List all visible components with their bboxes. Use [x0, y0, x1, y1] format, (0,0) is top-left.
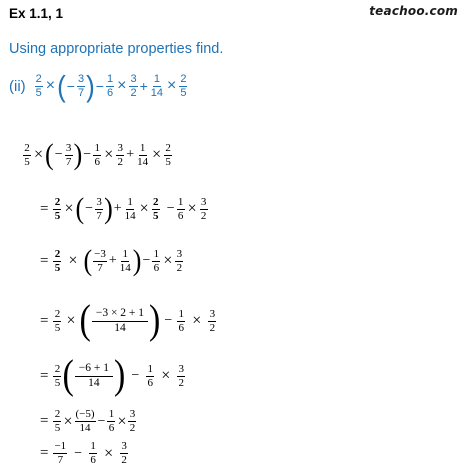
fraction	[77, 74, 85, 99]
fraction	[53, 249, 61, 274]
minus-sign: −	[166, 201, 175, 216]
minus-sign: −	[85, 201, 94, 216]
fraction	[124, 197, 137, 222]
fraction	[208, 309, 216, 334]
right-paren: )	[86, 68, 95, 104]
denominator: 5	[165, 155, 171, 168]
equals-sign: =	[40, 200, 49, 217]
times-sign: ×	[152, 146, 162, 163]
denominator: 5	[54, 321, 61, 334]
denominator: 6	[178, 321, 185, 334]
solution-line-6	[40, 409, 137, 434]
fraction	[106, 74, 114, 99]
numerator: 2	[35, 72, 42, 85]
equals-sign: =	[40, 367, 49, 384]
numerator: 2	[152, 195, 159, 208]
times-sign: ×	[187, 200, 197, 217]
fraction	[75, 363, 113, 390]
times-sign: ×	[68, 252, 78, 269]
times-sign: ×	[104, 146, 114, 163]
fraction	[177, 309, 185, 334]
numerator: −6 + 1	[75, 363, 113, 378]
fraction	[175, 249, 183, 274]
solution-line-1	[22, 137, 173, 172]
fraction	[75, 409, 96, 434]
right-paren: )	[73, 137, 83, 172]
numerator: 3	[176, 247, 183, 260]
times-sign: ×	[34, 146, 44, 163]
left-paren: (	[79, 298, 91, 343]
right-paren: )	[132, 243, 142, 278]
left-paren: (	[57, 68, 66, 104]
denominator: 5	[54, 376, 61, 389]
plus-sign: +	[113, 201, 122, 216]
plus-sign: +	[126, 147, 135, 162]
solution-line-7	[40, 441, 129, 466]
denominator: 5	[152, 209, 159, 222]
denominator: 2	[178, 376, 185, 389]
numerator: 3	[129, 408, 136, 420]
denominator: 2	[129, 422, 136, 434]
fraction	[53, 309, 61, 334]
times-sign: ×	[63, 412, 73, 430]
times-sign: ×	[117, 77, 127, 94]
minus-sign: −	[83, 147, 92, 162]
fraction	[116, 143, 124, 168]
fraction	[200, 197, 208, 222]
fraction	[164, 143, 172, 168]
denominator: 5	[180, 86, 187, 99]
denominator: 5	[54, 261, 61, 274]
denominator: 7	[97, 261, 103, 274]
fraction	[89, 441, 97, 466]
denominator: 5	[24, 155, 30, 168]
fraction	[53, 197, 61, 222]
left-paren: (	[62, 353, 74, 398]
fraction	[53, 409, 61, 434]
fraction	[95, 197, 103, 222]
fraction	[128, 409, 136, 434]
plus-sign: +	[139, 78, 148, 94]
numerator: 3	[65, 141, 72, 154]
solution-line-2	[40, 191, 209, 226]
times-sign: ×	[64, 200, 74, 217]
numerator: −3	[94, 247, 106, 260]
times-sign: ×	[139, 200, 149, 217]
question-label: (ii)	[9, 77, 26, 95]
numerator: 3	[121, 440, 127, 452]
minus-sign: −	[131, 368, 140, 383]
numerator: 1	[153, 247, 160, 260]
numerator: 3	[117, 141, 123, 154]
fraction	[177, 197, 185, 222]
denominator: 6	[108, 422, 115, 434]
denominator: 5	[54, 209, 61, 222]
denominator: 6	[94, 155, 100, 168]
denominator: 14	[114, 322, 126, 334]
times-sign: ×	[167, 77, 177, 94]
numerator: 1	[153, 72, 160, 85]
denominator: 7	[96, 209, 102, 222]
fraction	[120, 441, 128, 466]
denominator: 6	[177, 209, 184, 222]
denominator: 14	[119, 261, 131, 274]
fraction	[35, 74, 43, 99]
fraction	[146, 364, 154, 389]
minus-sign: −	[142, 253, 151, 268]
fraction	[53, 364, 61, 389]
denominator: 7	[77, 86, 85, 99]
minus-sign: −	[95, 78, 104, 94]
fraction	[152, 197, 160, 222]
denominator: 14	[88, 377, 100, 389]
fraction	[150, 74, 164, 99]
left-paren: (	[75, 191, 85, 226]
minus-sign: −	[54, 147, 63, 162]
denominator: 6	[106, 86, 114, 99]
numerator: 3	[77, 72, 85, 85]
denominator: 2	[130, 86, 137, 99]
numerator: 3	[96, 195, 102, 208]
instruction-text: Using appropriate properties find.	[9, 41, 224, 57]
times-sign: ×	[45, 77, 56, 94]
plus-sign: +	[108, 253, 117, 268]
denominator: 5	[35, 86, 42, 99]
numerator: 2	[24, 141, 30, 154]
fraction	[179, 74, 187, 99]
numerator: 1	[147, 362, 154, 375]
fraction	[129, 74, 137, 99]
fraction	[93, 143, 101, 168]
fraction	[177, 364, 185, 389]
numerator: 3	[178, 362, 185, 375]
numerator: 1	[177, 195, 184, 208]
solution-line-4	[40, 298, 217, 343]
numerator: 2	[54, 195, 61, 208]
numerator: 2	[54, 307, 61, 320]
numerator: 2	[180, 72, 187, 85]
numerator: 3	[130, 72, 137, 85]
right-paren: )	[149, 298, 161, 343]
numerator: 1	[90, 440, 96, 452]
numerator: 1	[108, 408, 115, 420]
fraction	[65, 143, 73, 168]
fraction	[119, 249, 132, 274]
minus-sign: −	[97, 413, 106, 429]
denominator: 2	[209, 321, 216, 334]
equals-sign: =	[40, 312, 49, 329]
numerator: −3 × 2 + 1	[92, 308, 148, 323]
left-paren: (	[45, 137, 54, 172]
numerator: 1	[106, 72, 114, 85]
numerator: (−5)	[75, 408, 95, 420]
fraction	[152, 249, 160, 274]
denominator: 6	[153, 261, 160, 274]
numerator: 1	[127, 195, 133, 208]
denominator: 6	[147, 376, 154, 389]
denominator: 7	[65, 155, 72, 168]
fraction	[93, 249, 107, 274]
denominator: 14	[124, 209, 136, 222]
equals-sign: =	[40, 252, 49, 269]
numerator: 1	[178, 307, 185, 320]
numerator: 1	[139, 141, 146, 154]
teachoo-logo: teachoo.com	[369, 4, 458, 18]
solution-line-5	[40, 353, 186, 398]
denominator: 6	[90, 454, 96, 466]
numerator: 2	[54, 362, 61, 375]
denominator: 14	[79, 422, 91, 434]
denominator: 2	[117, 155, 123, 168]
right-paren: )	[104, 191, 113, 226]
times-sign: ×	[117, 412, 127, 430]
numerator: 3	[209, 307, 216, 320]
times-sign: ×	[192, 312, 202, 329]
fraction	[53, 441, 67, 466]
times-sign: ×	[66, 312, 76, 329]
numerator: −1	[54, 440, 67, 452]
denominator: 14	[150, 86, 163, 99]
minus-sign: −	[74, 445, 83, 461]
fraction	[136, 143, 149, 168]
denominator: 14	[137, 155, 149, 168]
exercise-title: Ex 1.1, 1	[9, 6, 64, 21]
minus-sign: −	[66, 78, 75, 94]
denominator: 5	[54, 422, 61, 434]
numerator: 2	[54, 408, 61, 420]
right-paren: )	[114, 353, 126, 398]
denominator: 2	[200, 209, 207, 222]
denominator: 2	[121, 454, 127, 466]
solution-line-3	[40, 243, 184, 278]
equals-sign: =	[40, 413, 49, 429]
times-sign: ×	[161, 367, 171, 384]
left-paren: (	[83, 243, 93, 278]
equals-sign: =	[40, 445, 49, 461]
numerator: 2	[54, 247, 61, 260]
question-expression	[9, 68, 188, 104]
times-sign: ×	[104, 444, 114, 462]
numerator: 1	[94, 141, 100, 154]
fraction	[107, 409, 115, 434]
numerator: 2	[165, 141, 171, 154]
fraction	[23, 143, 31, 168]
denominator: 2	[176, 261, 183, 274]
times-sign: ×	[163, 252, 173, 269]
fraction	[92, 308, 148, 335]
numerator: 3	[200, 195, 207, 208]
denominator: 7	[57, 454, 64, 466]
minus-sign: −	[164, 313, 173, 328]
numerator: 1	[122, 247, 129, 260]
